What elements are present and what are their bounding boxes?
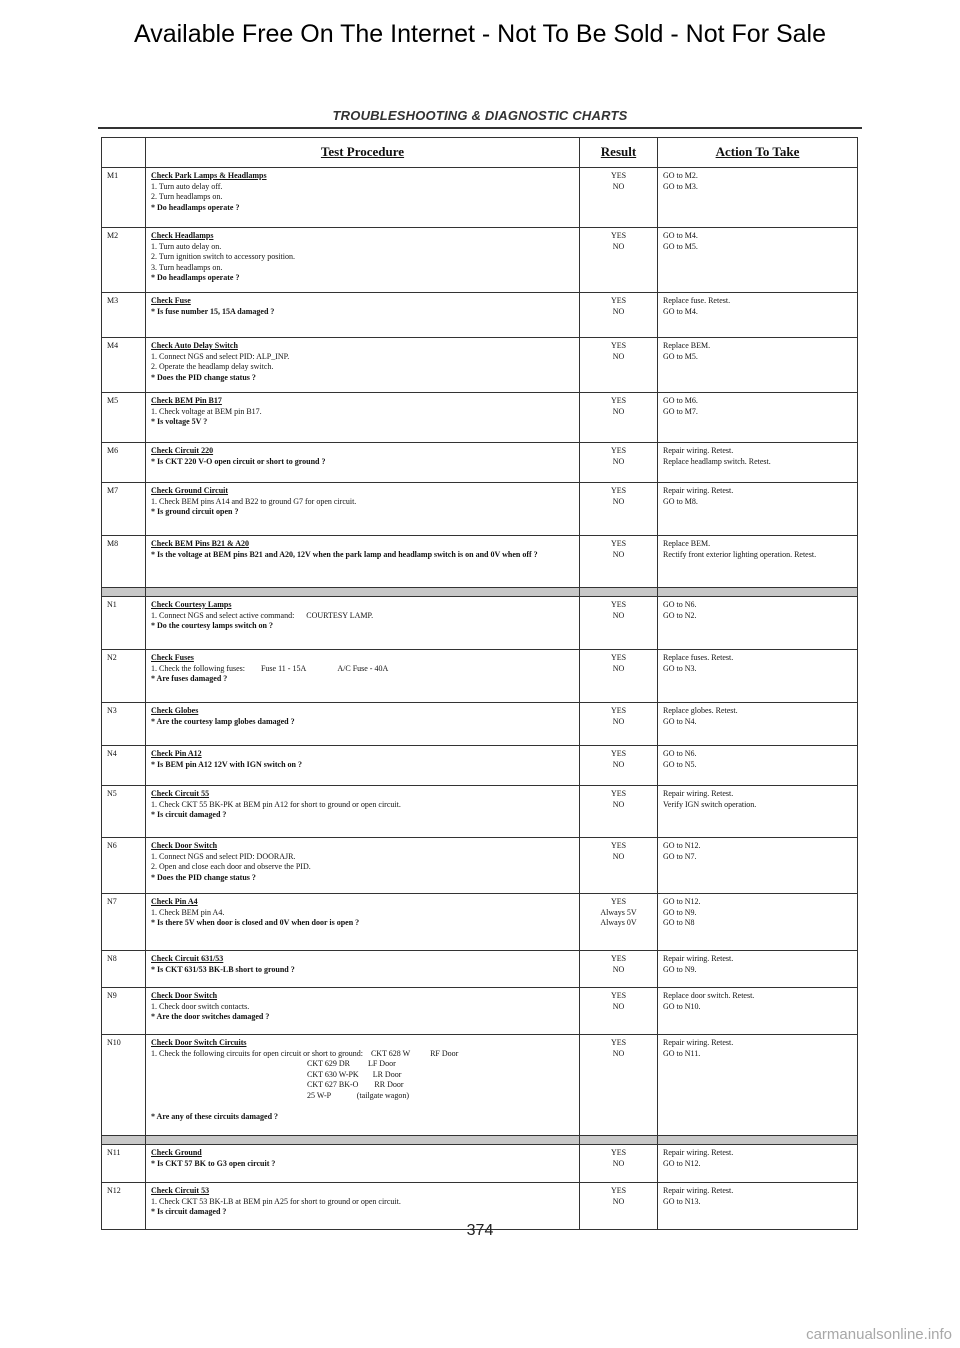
step-id: N1 bbox=[102, 597, 146, 650]
procedure-cell bbox=[146, 597, 580, 650]
result-cell bbox=[580, 168, 658, 228]
step-id: N3 bbox=[102, 703, 146, 746]
separator-cell bbox=[658, 588, 858, 597]
step-id: N10 bbox=[102, 1035, 146, 1136]
table-header-row bbox=[102, 138, 858, 168]
procedure-step: CKT 629 DR LF Door bbox=[151, 1059, 396, 1069]
procedure-title: Check Pin A4 bbox=[151, 897, 198, 906]
procedure-question: * Is BEM pin A12 12V with IGN switch on ? bbox=[151, 759, 302, 769]
result-cell bbox=[580, 338, 658, 393]
table-row bbox=[102, 597, 858, 650]
action-cell bbox=[658, 483, 858, 536]
procedure-cell bbox=[146, 786, 580, 838]
page-number: 374 bbox=[466, 1222, 494, 1239]
table-row bbox=[102, 894, 858, 951]
action-value: Repair wiring. Retest. bbox=[663, 1148, 734, 1157]
result-cell bbox=[580, 393, 658, 443]
procedure-cell bbox=[146, 1145, 580, 1183]
procedure-step: 25 W-P (tailgate wagon) bbox=[151, 1090, 409, 1100]
procedure-cell bbox=[146, 650, 580, 703]
action-value: GO to M4. bbox=[663, 231, 698, 240]
separator-cell bbox=[580, 588, 658, 597]
procedure-question: * Is fuse number 15, 15A damaged ? bbox=[151, 306, 275, 316]
result-value: NO bbox=[612, 496, 625, 506]
action-value: GO to N6. bbox=[663, 600, 697, 609]
result-value: NO bbox=[612, 663, 625, 673]
action-cell bbox=[658, 1035, 858, 1136]
action-value: GO to N2. bbox=[663, 610, 697, 620]
procedure-question: * Is there 5V when door is closed and 0V when door is open ? bbox=[151, 918, 360, 928]
step-id: N4 bbox=[102, 746, 146, 786]
procedure-cell bbox=[146, 703, 580, 746]
procedure-question: * Is CKT 57 BK to G3 open circuit ? bbox=[151, 1158, 276, 1168]
action-value: Repair wiring. Retest. bbox=[663, 789, 734, 798]
action-column-header: Action To Take bbox=[658, 138, 858, 168]
result-value: NO bbox=[612, 549, 625, 559]
action-cell bbox=[658, 650, 858, 703]
result-value: YES bbox=[610, 749, 627, 758]
procedure-question: * Are fuses damaged ? bbox=[151, 674, 228, 684]
result-value: YES bbox=[610, 1148, 627, 1157]
separator-cell bbox=[658, 1136, 858, 1145]
action-value: Replace door switch. Retest. bbox=[663, 991, 755, 1000]
result-value: YES bbox=[610, 706, 627, 715]
procedure-step: CKT 630 W-PK LR Door bbox=[151, 1069, 402, 1079]
action-value: GO to N11. bbox=[663, 1048, 701, 1058]
result-value: NO bbox=[612, 306, 625, 316]
action-value: Repair wiring. Retest. bbox=[663, 954, 734, 963]
action-value: Repair wiring. Retest. bbox=[663, 1186, 734, 1195]
result-cell bbox=[580, 746, 658, 786]
step-id: M8 bbox=[102, 536, 146, 588]
result-cell bbox=[580, 650, 658, 703]
result-value: YES bbox=[610, 486, 627, 495]
result-value: YES bbox=[610, 446, 627, 455]
action-cell bbox=[658, 168, 858, 228]
step-id: M4 bbox=[102, 338, 146, 393]
table-row bbox=[102, 703, 858, 746]
procedure-question: * Are the door switches damaged ? bbox=[151, 1012, 270, 1022]
procedure-cell bbox=[146, 168, 580, 228]
table-row bbox=[102, 650, 858, 703]
procedure-title: Check BEM Pin B17 bbox=[151, 396, 222, 405]
action-value: Replace headlamp switch. Retest. bbox=[663, 456, 771, 466]
procedure-question: * Do the courtesy lamps switch on ? bbox=[151, 621, 273, 631]
action-value: Verify IGN switch operation. bbox=[663, 799, 757, 809]
step-id: N11 bbox=[102, 1145, 146, 1183]
procedure-step: 1. Check CKT 53 BK-LB at BEM pin A25 for short to ground or open circuit. bbox=[151, 1196, 401, 1206]
procedure-cell bbox=[146, 483, 580, 536]
step-id: N12 bbox=[102, 1183, 146, 1230]
page-header: TROUBLESHOOTING & DIAGNOSTIC CHARTS bbox=[332, 108, 628, 123]
result-cell bbox=[580, 988, 658, 1035]
result-value: NO bbox=[612, 799, 625, 809]
procedure-cell bbox=[146, 988, 580, 1035]
action-value: GO to N13. bbox=[663, 1196, 701, 1206]
table-row bbox=[102, 443, 858, 483]
procedure-title: Check Circuit 220 bbox=[151, 446, 214, 455]
result-cell bbox=[580, 951, 658, 988]
table-row bbox=[102, 838, 858, 894]
procedure-cell bbox=[146, 536, 580, 588]
step-id: N9 bbox=[102, 988, 146, 1035]
action-value: GO to N6. bbox=[663, 749, 697, 758]
result-value: YES bbox=[610, 171, 627, 180]
procedure-question: * Is circuit damaged ? bbox=[151, 810, 227, 820]
procedure-step: 2. Turn headlamps on. bbox=[151, 192, 223, 202]
procedure-question: * Do headlamps operate ? bbox=[151, 202, 240, 212]
procedure-title: Check Door Switch Circuits bbox=[151, 1038, 247, 1047]
step-id: N5 bbox=[102, 786, 146, 838]
procedure-title: Check Door Switch bbox=[151, 841, 218, 850]
action-cell bbox=[658, 228, 858, 293]
result-value: YES bbox=[610, 897, 627, 906]
action-value: GO to M5. bbox=[663, 241, 698, 251]
procedure-question: * Does the PID change status ? bbox=[151, 872, 256, 882]
result-value: NO bbox=[612, 1158, 625, 1168]
action-value: GO to M4. bbox=[663, 306, 698, 316]
action-value: GO to N12. bbox=[663, 897, 701, 906]
procedure-step: 1. Check BEM pin A4. bbox=[151, 907, 225, 917]
procedure-question: * Does the PID change status ? bbox=[151, 372, 256, 382]
result-cell bbox=[580, 894, 658, 951]
procedure-step: 1. Check door switch contacts. bbox=[151, 1001, 250, 1011]
procedure-step bbox=[151, 1102, 574, 1113]
action-cell bbox=[658, 703, 858, 746]
action-cell bbox=[658, 894, 858, 951]
result-value: YES bbox=[610, 991, 627, 1000]
procedure-step: 1. Turn auto delay on. bbox=[151, 241, 222, 251]
procedure-cell bbox=[146, 951, 580, 988]
result-value: NO bbox=[612, 1048, 625, 1058]
result-value: NO bbox=[612, 456, 625, 466]
procedure-title: Check Ground Circuit bbox=[151, 486, 229, 495]
action-cell bbox=[658, 951, 858, 988]
procedure-title: Check Auto Delay Switch bbox=[151, 341, 238, 350]
result-cell bbox=[580, 483, 658, 536]
table-row bbox=[102, 951, 858, 988]
table-row bbox=[102, 1035, 858, 1136]
result-cell bbox=[580, 443, 658, 483]
result-value: YES bbox=[610, 396, 627, 405]
table-row bbox=[102, 536, 858, 588]
action-value: GO to N9. bbox=[663, 907, 697, 917]
table-row bbox=[102, 338, 858, 393]
action-cell bbox=[658, 786, 858, 838]
action-value: Replace BEM. bbox=[663, 341, 711, 350]
procedure-question: * Is ground circuit open ? bbox=[151, 507, 239, 517]
watermark: carmanualsonline.info bbox=[806, 1326, 952, 1343]
procedure-cell bbox=[146, 443, 580, 483]
step-id: M6 bbox=[102, 443, 146, 483]
action-value: GO to N8 bbox=[663, 918, 695, 928]
result-cell bbox=[580, 838, 658, 894]
action-cell bbox=[658, 536, 858, 588]
procedure-cell bbox=[146, 746, 580, 786]
result-cell bbox=[580, 536, 658, 588]
table-row bbox=[102, 393, 858, 443]
procedure-step: 2. Turn ignition switch to accessory position. bbox=[151, 252, 295, 262]
procedure-question: * Are any of these circuits damaged ? bbox=[151, 1112, 279, 1122]
step-id: N2 bbox=[102, 650, 146, 703]
separator-cell bbox=[146, 1136, 580, 1145]
procedure-title: Check Globes bbox=[151, 706, 199, 715]
step-column-header bbox=[102, 138, 146, 168]
result-cell bbox=[580, 786, 658, 838]
header-rule bbox=[98, 127, 862, 129]
action-value: Repair wiring. Retest. bbox=[663, 1038, 734, 1047]
table-row bbox=[102, 483, 858, 536]
procedure-title: Check Ground bbox=[151, 1148, 202, 1157]
table-row bbox=[102, 746, 858, 786]
action-value: GO to M7. bbox=[663, 406, 698, 416]
result-value: YES bbox=[610, 539, 627, 548]
action-value: Replace fuse. Retest. bbox=[663, 296, 731, 305]
action-value: Replace fuses. Retest. bbox=[663, 653, 734, 662]
action-value: GO to N9. bbox=[663, 964, 697, 974]
action-value: Replace BEM. bbox=[663, 539, 711, 548]
procedure-step: 2. Operate the headlamp delay switch. bbox=[151, 362, 274, 372]
separator-cell bbox=[102, 588, 146, 597]
procedure-title: Check Circuit 55 bbox=[151, 789, 210, 798]
procedure-title: Check BEM Pins B21 & A20 bbox=[151, 539, 250, 548]
result-value: YES bbox=[610, 231, 627, 240]
action-value: Replace globes. Retest. bbox=[663, 706, 738, 715]
procedure-step: CKT 627 BK-O RR Door bbox=[151, 1080, 404, 1090]
action-value: GO to M8. bbox=[663, 496, 698, 506]
action-value: GO to M2. bbox=[663, 171, 698, 180]
procedure-step: 1. Check CKT 55 BK-PK at BEM pin A12 for short to ground or open circuit. bbox=[151, 799, 401, 809]
action-cell bbox=[658, 1145, 858, 1183]
procedure-cell bbox=[146, 293, 580, 338]
procedure-question: * Is voltage 5V ? bbox=[151, 417, 208, 427]
result-value: NO bbox=[612, 610, 625, 620]
table-row bbox=[102, 228, 858, 293]
result-value: YES bbox=[610, 296, 627, 305]
procedure-title: Check Circuit 53 bbox=[151, 1186, 210, 1195]
result-value: YES bbox=[610, 341, 627, 350]
procedure-cell bbox=[146, 228, 580, 293]
result-cell bbox=[580, 703, 658, 746]
procedure-step: 1. Connect NGS and select PID: DOORAJR. bbox=[151, 851, 296, 861]
action-cell bbox=[658, 393, 858, 443]
procedure-title: Check Circuit 631/53 bbox=[151, 954, 224, 963]
step-id: N7 bbox=[102, 894, 146, 951]
action-value: Repair wiring. Retest. bbox=[663, 486, 734, 495]
result-value: YES bbox=[610, 653, 627, 662]
procedure-cell bbox=[146, 838, 580, 894]
procedure-title: Check Pin A12 bbox=[151, 749, 202, 758]
result-cell bbox=[580, 293, 658, 338]
result-value: NO bbox=[612, 181, 625, 191]
result-value: NO bbox=[612, 716, 625, 726]
step-id: M7 bbox=[102, 483, 146, 536]
action-cell bbox=[658, 338, 858, 393]
separator-cell bbox=[580, 1136, 658, 1145]
table-row bbox=[102, 293, 858, 338]
action-cell bbox=[658, 838, 858, 894]
procedure-step: 1. Turn auto delay off. bbox=[151, 181, 223, 191]
result-value: NO bbox=[612, 241, 625, 251]
procedure-question: * Is the voltage at BEM pins B21 and A20, 12V when the park lamp and headlamp switch is on and 0V when off ? bbox=[151, 549, 538, 559]
procedure-title: Check Courtesy Lamps bbox=[151, 600, 232, 609]
result-value: NO bbox=[612, 1196, 625, 1206]
procedure-title: Check Fuses bbox=[151, 653, 194, 662]
action-cell bbox=[658, 443, 858, 483]
result-value: YES bbox=[610, 1186, 627, 1195]
step-id: N6 bbox=[102, 838, 146, 894]
procedure-column-header: Test Procedure bbox=[146, 138, 580, 168]
result-value: NO bbox=[612, 406, 625, 416]
procedure-step: 1. Check the following circuits for open circuit or short to ground: CKT 628 W RF Door bbox=[151, 1048, 459, 1058]
table-row bbox=[102, 786, 858, 838]
step-id: M5 bbox=[102, 393, 146, 443]
procedure-cell bbox=[146, 1035, 580, 1136]
procedure-question: * Is CKT 631/53 BK-LB short to ground ? bbox=[151, 964, 295, 974]
banner-notice: Available Free On The Internet - Not To Be Sold - Not For Sale bbox=[133, 20, 827, 48]
action-cell bbox=[658, 597, 858, 650]
result-value: NO bbox=[612, 851, 625, 861]
step-id: M3 bbox=[102, 293, 146, 338]
procedure-cell bbox=[146, 393, 580, 443]
result-value: YES bbox=[610, 841, 627, 850]
procedure-step: 1. Connect NGS and select PID: ALP_INP. bbox=[151, 351, 290, 361]
result-value: NO bbox=[612, 351, 625, 361]
procedure-step: 1. Check the following fuses: Fuse 11 - 15A A/C Fuse - 40A bbox=[151, 663, 389, 673]
procedure-cell bbox=[146, 894, 580, 951]
action-value: GO to N12. bbox=[663, 841, 701, 850]
diagnostic-table bbox=[101, 137, 858, 1230]
procedure-step: 1. Check BEM pins A14 and B22 to ground G7 for open circuit. bbox=[151, 496, 357, 506]
action-value: GO to M3. bbox=[663, 181, 698, 191]
procedure-step: 3. Turn headlamps on. bbox=[151, 262, 223, 272]
result-cell bbox=[580, 1145, 658, 1183]
action-cell bbox=[658, 746, 858, 786]
action-value: GO to N3. bbox=[663, 663, 697, 673]
procedure-cell bbox=[146, 338, 580, 393]
action-value: GO to N7. bbox=[663, 851, 697, 861]
table-row bbox=[102, 988, 858, 1035]
action-value: GO to M5. bbox=[663, 351, 698, 361]
result-value: NO bbox=[612, 964, 625, 974]
procedure-title: Check Door Switch bbox=[151, 991, 218, 1000]
result-cell bbox=[580, 228, 658, 293]
result-value: Always 5V bbox=[600, 907, 637, 917]
procedure-step: 1. Check voltage at BEM pin B17. bbox=[151, 406, 262, 416]
procedure-question: * Is CKT 220 V-O open circuit or short to ground ? bbox=[151, 456, 326, 466]
result-column-header: Result bbox=[580, 138, 658, 168]
action-value: Repair wiring. Retest. bbox=[663, 446, 734, 455]
result-value: YES bbox=[610, 954, 627, 963]
table-row bbox=[102, 168, 858, 228]
action-cell bbox=[658, 988, 858, 1035]
procedure-title: Check Fuse bbox=[151, 296, 191, 305]
result-value: YES bbox=[610, 789, 627, 798]
action-value: GO to N4. bbox=[663, 716, 697, 726]
procedure-step: 1. Connect NGS and select active command: COURTESY LAMP. bbox=[151, 610, 374, 620]
section-separator bbox=[102, 588, 858, 597]
result-value: YES bbox=[610, 1038, 627, 1047]
result-cell bbox=[580, 1035, 658, 1136]
result-value: NO bbox=[612, 759, 625, 769]
action-value: GO to N10. bbox=[663, 1001, 701, 1011]
procedure-question: * Is circuit damaged ? bbox=[151, 1207, 227, 1217]
action-value: Rectify front exterior lighting operation. Retest. bbox=[663, 549, 817, 559]
procedure-title: Check Park Lamps & Headlamps bbox=[151, 171, 267, 180]
separator-cell bbox=[146, 588, 580, 597]
result-value: Always 0V bbox=[600, 918, 637, 928]
action-value: GO to M6. bbox=[663, 396, 698, 405]
section-separator bbox=[102, 1136, 858, 1145]
procedure-question: * Are the courtesy lamp globes damaged ? bbox=[151, 716, 295, 726]
step-id: N8 bbox=[102, 951, 146, 988]
procedure-step: 2. Open and close each door and observe the PID. bbox=[151, 862, 311, 872]
result-cell bbox=[580, 597, 658, 650]
action-cell bbox=[658, 293, 858, 338]
table-row bbox=[102, 1145, 858, 1183]
step-id: M1 bbox=[102, 168, 146, 228]
action-value: GO to N12. bbox=[663, 1158, 701, 1168]
result-value: NO bbox=[612, 1001, 625, 1011]
procedure-title: Check Headlamps bbox=[151, 231, 214, 240]
separator-cell bbox=[102, 1136, 146, 1145]
result-value: YES bbox=[610, 600, 627, 609]
action-value: GO to N5. bbox=[663, 759, 697, 769]
step-id: M2 bbox=[102, 228, 146, 293]
procedure-question: * Do headlamps operate ? bbox=[151, 273, 240, 283]
